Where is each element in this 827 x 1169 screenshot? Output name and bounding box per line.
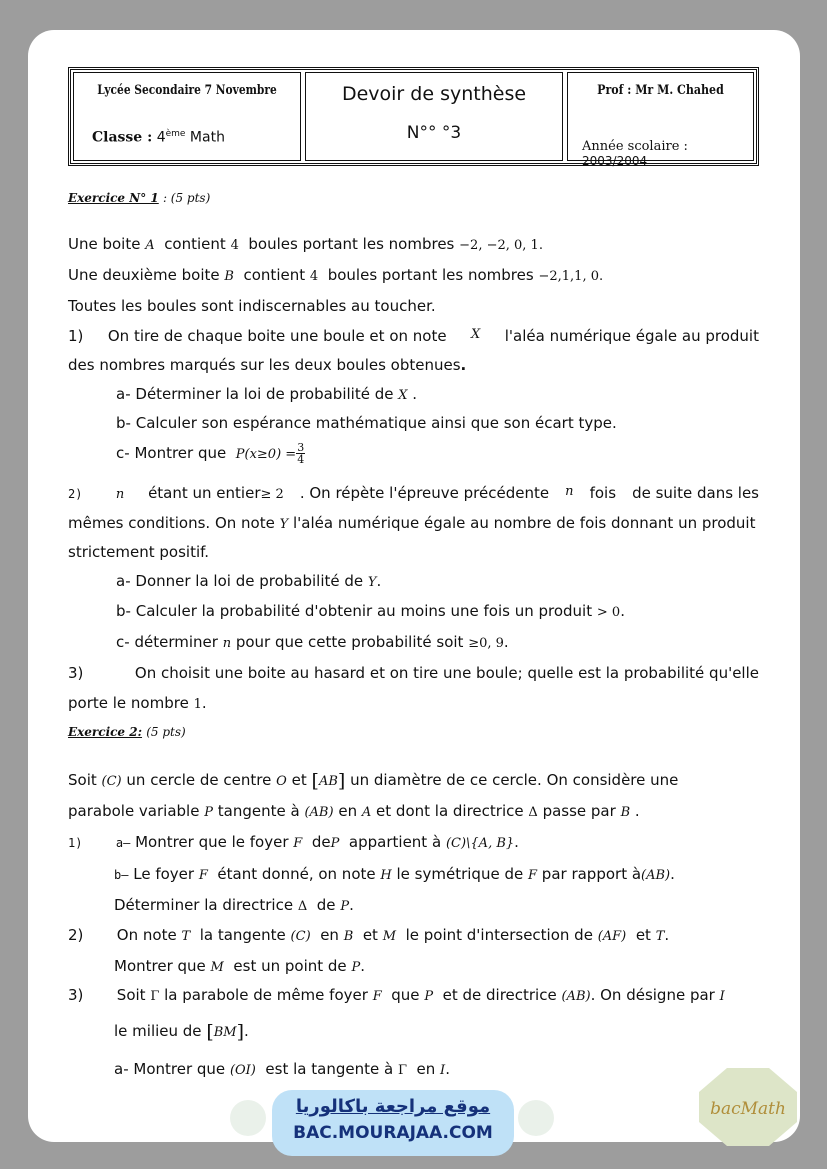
- ex1-line-1: Une boite A contient 4 boules portant les nombres −2, −2, 0, 1.: [68, 235, 543, 253]
- bacmath-logo: [697, 1066, 799, 1148]
- ex1-line-2: Une deuxième boite B contient 4 boules portant les nombres −2,1,1, 0.: [68, 266, 604, 284]
- ex2-q1-c: Déterminer la directrice Δ de P.: [114, 896, 354, 914]
- ex1-q1-a: a- Déterminer la loi de probabilité de X .: [116, 385, 418, 403]
- header-prof-cell: [567, 72, 754, 168]
- book-logo-icon: [230, 1100, 266, 1136]
- ex1-q2-a: a- Donner la loi de probabilité de Y.: [116, 572, 382, 590]
- ex2-q1-a: 1) a– Montrer que le foyer F deP appartient à (C)\{A, B}.: [68, 833, 519, 851]
- site-arabic-name[interactable]: موقع مراجعة باكالوريا: [295, 1096, 491, 1117]
- teacher-name: Prof : Mr M. Chahed: [597, 83, 724, 98]
- ex1-q3-line-2: porte le nombre 1.: [68, 694, 207, 712]
- svg-text:bacMath: bacMath: [710, 1099, 786, 1119]
- ex1-q1-b: b- Calculer son espérance mathématique ainsi que son écart type.: [116, 414, 617, 432]
- exam-number: N°° °3: [406, 123, 462, 143]
- ex2-q3-line-2: le milieu de [BM].: [114, 1021, 249, 1043]
- ex2-q1-b: b– Le foyer F étant donné, on note H le symétrique de F par rapport à(AB).: [114, 865, 675, 883]
- school-year: Année scolaire : 2003/2004: [582, 139, 688, 168]
- ex1-q2-line-1: 2) n étant un entier≥ 2 . On répète l'épreuve précédente n fois de suite dans les: [68, 484, 759, 502]
- ex1-q1-line-1: 1) On tire de chaque boite une boule et on note X l'aléa numérique égale au produit: [68, 327, 759, 345]
- ex1-q2-line-2: mêmes conditions. On note Y l'aléa numérique égale au nombre de fois donnant un produit: [68, 514, 756, 532]
- ex2-q3-line-1: 3) Soit Γ la parabole de même foyer F que P et de directrice (AB). On désigne par I: [68, 986, 725, 1004]
- school-name: Lycée Secondaire 7 Novembre: [97, 83, 277, 98]
- exam-title: Devoir de synthèse: [341, 83, 527, 105]
- ex1-q2-b: b- Calculer la probabilité d'obtenir au moins une fois un produit > 0.: [116, 602, 625, 620]
- header-school-cell: [73, 72, 301, 161]
- ex1-q1-c: c- Montrer que P(x≥0) = $\frac{3}{4}$: [116, 441, 305, 466]
- class-info: Classe : 4ème Math: [92, 129, 225, 146]
- site-url[interactable]: BAC.MOURAJAA.COM: [293, 1123, 493, 1143]
- ex1-q1-line-2: des nombres marqués sur les deux boules obtenues.: [68, 356, 467, 374]
- exercise-1-heading: Exercice N° 1 : (5 pts): [68, 191, 211, 205]
- ex2-q2-line-1: 2) On note T la tangente (C) en B et M le point d'intersection de (AF) et T.: [68, 926, 670, 944]
- ex2-line-1: Soit (C) un cercle de centre O et [AB] un diamètre de ce cercle. On considère une: [68, 770, 679, 792]
- ex1-q3-line-1: 3) On choisit une boite au hasard et on tire une boule; quelle est la probabilité qu'elle: [68, 664, 759, 682]
- ex2-line-2: parabole variable P tangente à (AB) en A et dont la directrice Δ passe par B .: [68, 802, 640, 820]
- exercise-2-heading: Exercice 2: (5 pts): [68, 725, 186, 739]
- octagon-badge-icon: [697, 1066, 799, 1148]
- ex1-q2-line-3: strictement positif.: [68, 543, 210, 561]
- header-table: [68, 67, 759, 166]
- ex1-q2-c: c- déterminer n pour que cette probabilité soit ≥0, 9.: [116, 633, 509, 651]
- book-logo-icon: [518, 1100, 554, 1136]
- ex1-line-3: Toutes les boules sont indiscernables au toucher.: [68, 297, 436, 315]
- fraction-3-4: $\frac{3}{4}$: [297, 441, 305, 466]
- site-banner[interactable]: [272, 1090, 514, 1156]
- ex2-q2-line-2: Montrer que M est un point de P.: [114, 957, 365, 975]
- header-title-cell: [305, 72, 563, 161]
- ex2-q3-a: a- Montrer que (OI) est la tangente à Γ en I.: [114, 1060, 450, 1078]
